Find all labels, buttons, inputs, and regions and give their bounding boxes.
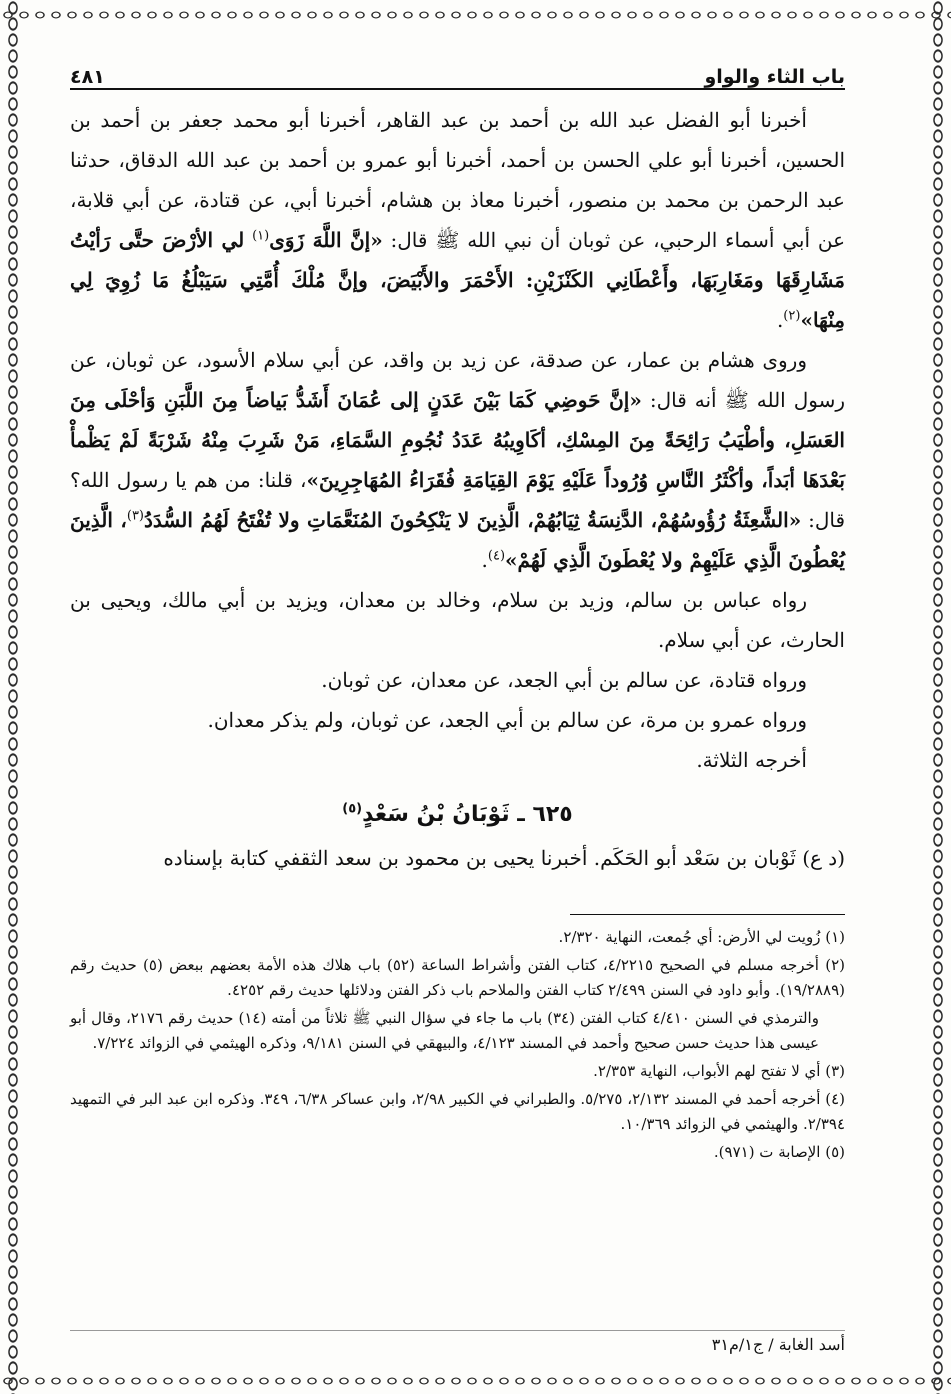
footnotes — [70, 925, 845, 1165]
footnote-ref-1: (١) — [252, 228, 270, 244]
decorative-border-bottom — [0, 1374, 951, 1388]
footnote-4: (٤) أخرجه أحمد في المسند ٢/١٣٢، ٥/٢٧٥. والطبراني في الكبير ٢/٩٨، وابن عساكر ٦/٣٨، ٣٤٩. وذكره ابن عبد البر في التمهيد ٢/٣٩٤. والهيثمي في الزوائد ١٠/٣٦٩. — [70, 1090, 845, 1133]
paragraph-isnad-1: أخبرنا أبو الفضل عبد الله بن أحمد بن عبد القاهر، أخبرنا أبو محمد جعفر بن أحمد بن الحسين، أخبرنا أبو علي الحسن بن أحمد، أخبرنا أبو عمرو بن أحمد بن عبد الله الدقاق، حدثنا عبد الرحمن بن محمد بن منصور، أخبرنا معاذ بن هشام، أخبرنا أبي، عن قتادة، عن أبي قلابة، عن أبي أسماء الرحبي، عن ثوبان أن نبي الله ﷺ قال: «إنَّ اللَّهَ زَوَى$^{(١)}$ لي الأرْضَ حتَّى رَأيْتُ مَشَارِقَهَا ومَغَارِبَهَا، وأَعْطَانِي الكَنْزَيْنِ: الأَحْمَرَ والأَبْيَضَ، وإنَّ مُلْكَ أُمَّتِي سَيَبْلُغُ مَا زُوِيَ لِي مِنْهَا»$^{(٢)}$. — [70, 108, 845, 332]
hadith-text: «إنَّ اللَّهَ زَوَى — [269, 228, 383, 252]
footnote-2-continued: والترمذي في السنن ٤/٤١٠ كتاب الفتن (٣٤) باب ما جاء في سؤال النبي ﷺ ثلاثاً من أمته (١٤) حديث رقم ٢١٧٦، وقال أبو عيسى هذا حديث حسن صحيح وأحمد في المسند ٤/١٢٣، والبيهقي في السنن ٩/١٨١، وذكره الهيثمي في الزوائد ٧/٢٢٤. — [70, 1009, 819, 1052]
footnote-ref-2: (٢) — [783, 308, 801, 324]
running-header — [70, 52, 845, 90]
footnote-1: (١) زُويت لي الأرض: أي جُمعت، النهاية ٢/٣٢٠. — [558, 928, 845, 946]
entry-text: (د ع) ثَوْبان بن سَعْد أبو الحَكَم. أخبرنا يحيى بن محمود بن سعد الثقفي كتابة بإسناده — [163, 846, 845, 870]
main-text — [70, 100, 845, 878]
paragraph-narration-1: رواه عباس بن سالم، وزيد بن سلام، وخالد بن معدان، ويزيد بن أبي مالك، ويحيى بن الحارث، عن أبي سلام. — [70, 588, 845, 652]
footnote-ref-4: (٤) — [487, 548, 506, 564]
page-number: ٤٨١ — [70, 66, 105, 88]
chapter-title: باب الثاء والواو — [704, 66, 845, 88]
footnote-ref-3: (٣) — [126, 508, 144, 524]
hadith-text: «إنَّ حَوضِي كَمَا بَيْنَ عَدَنٍ إلى عُمَانَ أَشَدُّ بَياضاً مِنَ اللَّبَنِ وَأحْلَى مِنَ العَسَلِ، وأطْيَبُ رَائِحَةً مِنَ المِسْكِ، أكَاوِيبُهُ عَدَدُ نُجُومِ السَّمَاءِ، مَنْ شَرِبَ مِنْهُ شَرْبَةً لَمْ يَظْمأْ بَعْدَهَا أبَداً، وأكْثَرُ النَّاسِ وُرُوداً عَلَيْهِ يَوْمَ القِيَامَةِ فُقَرَاءُ المُهَاجِرِينَ» — [70, 388, 845, 492]
footnote-2: (٢) أخرجه مسلم في الصحيح ٤/٢٢١٥، كتاب الفتن وأشراط الساعة (٥٢) باب هلاك هذه الأمة بعضهم ببعض (٥) حديث رقم (١٩/٢٨٨٩). وأبو داود في السنن ٢/٤٩٩ كتاب الفتن والملاحم باب ذكر الفتن ودلائلها حديث رقم ٤٢٥٢. — [70, 956, 846, 999]
footnote-5: (٥) الإصابة ت (٩٧١). — [713, 1143, 845, 1161]
decorative-border-right — [931, 0, 945, 1394]
entry-heading: ٦٢٥ ـ ثَوْبَانُ بْنُ سَعْدٍ$^{(٥)}$ — [342, 801, 573, 827]
paragraph-narration-2: ورواه قتادة، عن سالم بن أبي الجعد، عن معدان، عن ثوبان. — [321, 668, 807, 692]
footnote-3: (٣) أي لا تفتح لهم الأبواب، النهاية ٢/٣٥٣. — [593, 1062, 845, 1080]
paragraph-isnad-2: وروى هشام بن عمار، عن صدقة، عن زيد بن واقد، عن أبي سلام الأسود، عن ثوبان، عن رسول الله ﷺ أنه قال: «إنَّ حَوضِي كَمَا بَيْنَ عَدَنٍ إلى عُمَانَ أَشَدُّ بَياضاً مِنَ اللَّبَنِ وَأحْلَى مِنَ العَسَلِ، وأطْيَبُ رَائِحَةً مِنَ المِسْكِ، أكَاوِيبُهُ عَدَدُ نُجُومِ السَّمَاءِ، مَنْ شَرِبَ مِنْهُ شَرْبَةً لَمْ يَظْمأْ بَعْدَهَا أبَداً، وأكْثَرُ النَّاسِ وُرُوداً عَلَيْهِ يَوْمَ القِيَامَةِ فُقَرَاءُ المُهَاجِرِينَ»، قلنا: من هم يا رسول الله؟ قال: «الشَّعِثَةُ رُؤُوسُهُمْ، الدَّنِسَةُ ثِيَابُهُمْ، الَّذِينَ لا يَنْكِحُونَ المُنَعَّمَاتِ ولا تُفْتَحُ لَهُمُ السُّدَدُ$^{(٣)}$، الَّذِينَ يُعْطُونَ الَّذِي عَلَيْهِمْ ولا يُعْطَونَ الَّذِي لَهُمْ»$^{(٤)}$. — [70, 348, 846, 572]
paragraph-narration-3: ورواه عمرو بن مرة، عن سالم بن أبي الجعد، عن ثوبان، ولم يذكر معدان. — [207, 708, 807, 732]
hadith-text: ، الَّذِينَ يُعْطُونَ الَّذِي عَلَيْهِمْ ولا يُعْطَونَ الَّذِي لَهُمْ» — [70, 508, 845, 572]
footnote-ref-5: (٥) — [342, 801, 363, 817]
hadith-text: «الشَّعِثَةُ رُؤُوسُهُمْ، الدَّنِسَةُ ثِيَابُهُمْ، الَّذِينَ لا يَنْكِحُونَ المُنَعَّمَاتِ ولا تُفْتَحُ لَهُمُ السُّدَدُ — [144, 508, 802, 532]
page-content — [70, 52, 845, 1168]
decorative-border-top — [0, 8, 951, 22]
decorative-border-left — [6, 0, 20, 1394]
footnote-divider — [570, 914, 845, 915]
hadith-text: لي الأرْضَ حتَّى رَأيْتُ مَشَارِقَهَا ومَغَارِبَهَا، وأَعْطَانِي الكَنْزَيْنِ: الأَحْمَرَ والأَبْيَضَ، وإنَّ مُلْكَ أُمَّتِي سَيَبْلُغُ مَا زُوِيَ لِي مِنْهَا» — [70, 228, 845, 332]
printer-signature: أسد الغابة / ج١/م٣١ — [70, 1330, 845, 1354]
paragraph-narration-4: أخرجه الثلاثة. — [696, 748, 807, 772]
